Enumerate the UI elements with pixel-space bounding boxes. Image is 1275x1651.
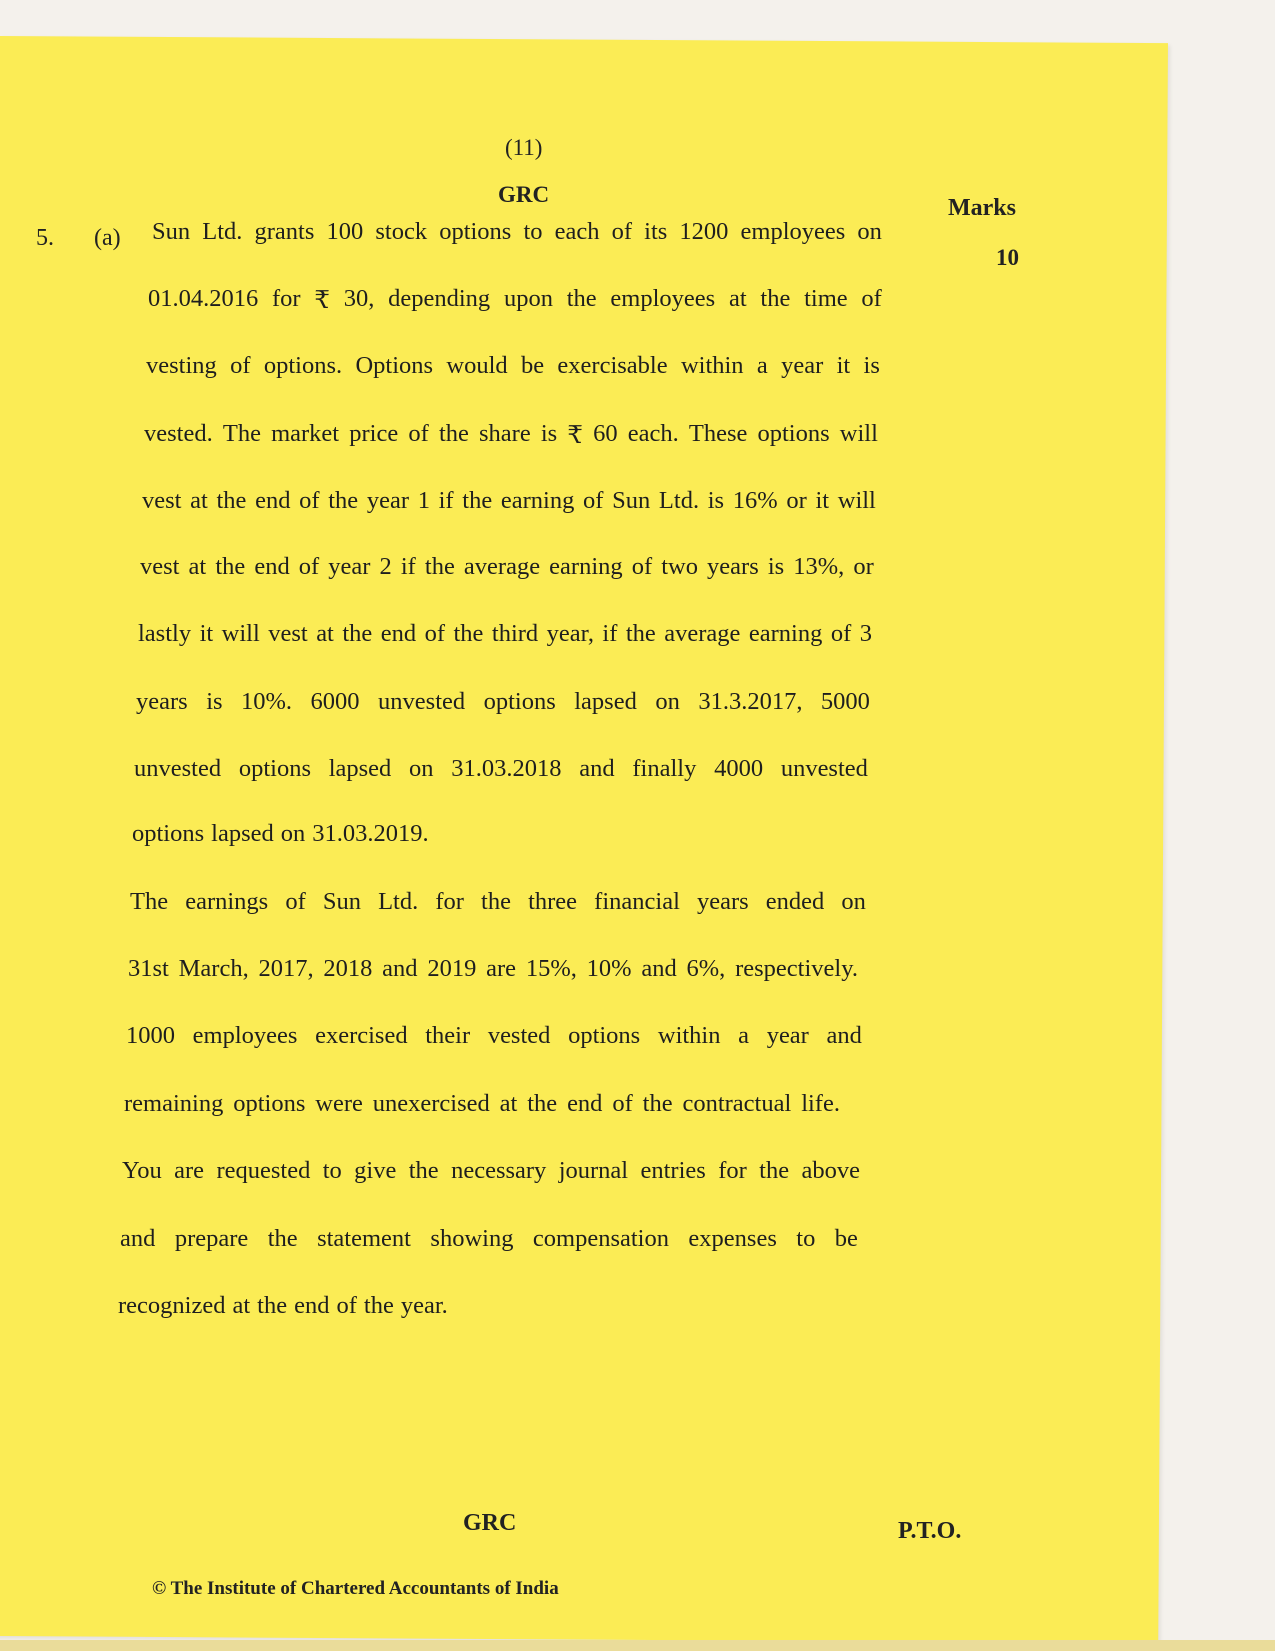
question-line: 1000 employees exercised their vested options within a year and (126, 1022, 862, 1049)
question-part: (a) (94, 225, 121, 251)
question-line: vest at the end of the year 1 if the earning of Sun Ltd. is 16% or it will (142, 487, 876, 514)
question-line: options lapsed on 31.03.2019. (132, 820, 429, 847)
question-line: and prepare the statement showing compensation expenses to be (120, 1225, 858, 1252)
paper-edge (0, 1640, 1275, 1651)
question-line: remaining options were unexercised at the end of the contractual life. (124, 1090, 840, 1117)
question-line: unvested options lapsed on 31.03.2018 and finally 4000 unvested (134, 755, 868, 782)
question-number: 5. (36, 225, 54, 251)
question-line: vest at the end of year 2 if the average earning of two years is 13%, or (140, 553, 874, 580)
question-line: recognized at the end of the year. (118, 1292, 448, 1319)
question-line: Sun Ltd. grants 100 stock options to each of its 1200 employees on (152, 218, 882, 245)
paper-code-bottom: GRC (463, 1510, 517, 1536)
question-line: 31st March, 2017, 2018 and 2019 are 15%, 10% and 6%, respectively. (128, 955, 858, 982)
pto-label: P.T.O. (898, 1518, 962, 1544)
marks-heading: Marks (948, 195, 1016, 221)
question-line: lastly it will vest at the end of the third year, if the average earning of 3 (138, 620, 872, 647)
question-line: 01.04.2016 for ₹ 30, depending upon the employees at the time of (148, 285, 882, 314)
page-number: (11) (505, 135, 543, 160)
marks-value: 10 (996, 245, 1019, 270)
question-line: vested. The market price of the share is ₹ 60 each. These options will (144, 420, 878, 449)
question-line: The earnings of Sun Ltd. for the three financial years ended on (130, 888, 866, 915)
copyright-notice: © The Institute of Chartered Accountants of India (152, 1578, 559, 1599)
question-line: years is 10%. 6000 unvested options lapsed on 31.3.2017, 5000 (136, 688, 870, 715)
paper-code-top: GRC (498, 182, 550, 207)
question-line: You are requested to give the necessary journal entries for the above (122, 1157, 860, 1184)
question-line: vesting of options. Options would be exercisable within a year it is (146, 352, 880, 379)
